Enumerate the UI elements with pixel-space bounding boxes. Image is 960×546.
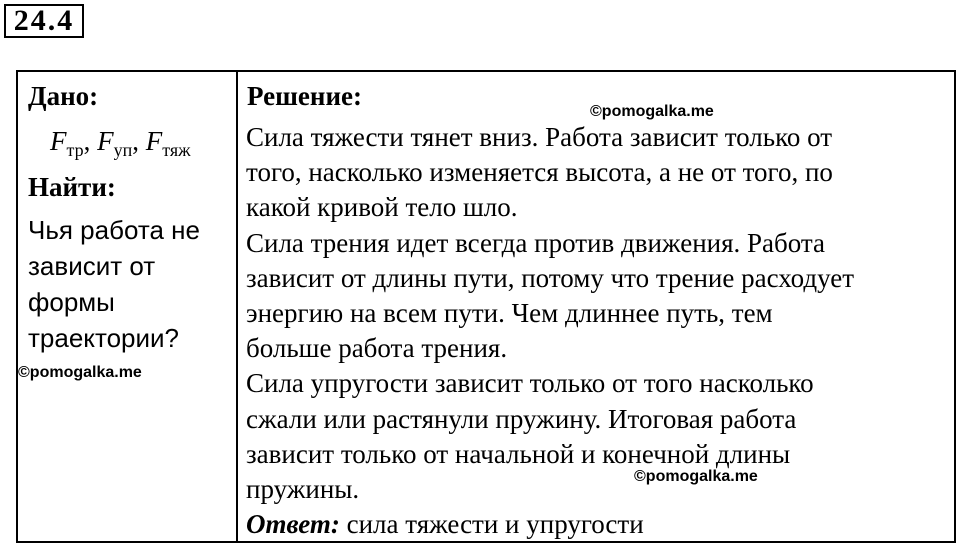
solution-line: сжали или растянули пружину. Итоговая работа [246,403,797,434]
find-line: Чья работа не [28,215,200,245]
solution-line: энергию на всем пути. Чем длиннее путь, тем [246,298,773,329]
solution-line: зависит от длины пути, потому что трение расходует [246,262,855,293]
solution-line: какой кривой тело шло. [246,192,518,223]
solution-line: Сила тяжести тянет вниз. Работа зависит только от [246,122,833,152]
answer-line [246,507,958,542]
watermark: ©pomogalka.me [634,468,758,485]
given-column [18,72,236,541]
given-heading: Дано: [28,81,99,111]
answer-text: сила тяжести и упругости [339,509,644,540]
force-gravity: $F_{тяж}$ [145,126,191,160]
answer-label: Ответ: [246,509,340,540]
force-elastic: $F_{уп}$ [97,126,133,160]
task-number: 24.4 [4,4,84,38]
watermark: ©pomogalka.me [590,103,714,120]
force-separator: , [132,126,139,156]
solution-table [16,70,956,543]
find-line: траектории? [28,323,179,353]
watermark: ©pomogalka.me [18,364,142,381]
solution-line: того, насколько изменяется высота, а не от того, по [246,157,833,188]
solution-column [238,72,954,541]
find-line: зависит от [28,251,156,281]
given-forces [50,124,191,167]
solution-text [246,120,958,542]
find-question [28,212,233,356]
solution-line: зависит только от начальной и конечной длины [246,438,791,469]
force-friction: $F_{тр}$ [50,126,84,160]
solution-line: Сила упругости зависит только от того насколько [246,368,814,399]
find-heading: Найти: [28,172,116,202]
solution-line: больше работа трения. [246,333,508,364]
force-separator: , [83,126,91,156]
solution-line: пружины. [246,474,360,505]
solution-heading: Решение: [247,81,362,111]
solution-line: Сила трения идет всегда против движения. Работа [246,227,826,258]
find-line: формы [28,287,115,317]
